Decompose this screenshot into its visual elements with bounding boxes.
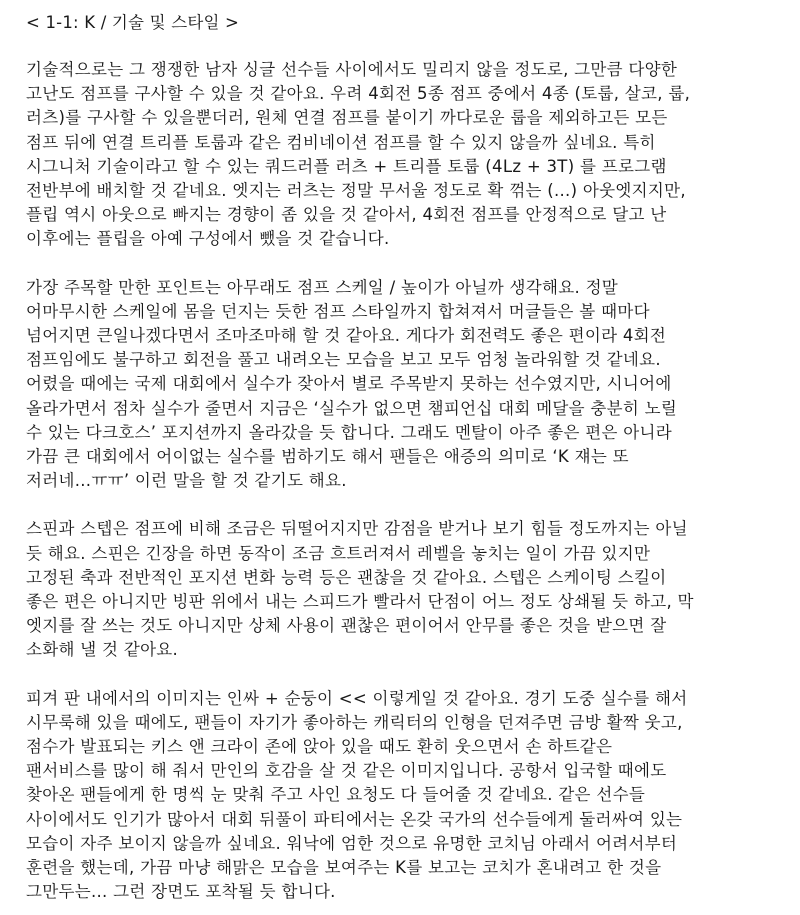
text-line: 그만두는... 그런 장면도 포착될 듯 합니다. [26, 882, 336, 902]
text-line: 기술적으로는 그 쟁쟁한 남자 싱글 선수들 사이에서도 밀리지 않을 정도로, 그만큼 다양한 [26, 60, 678, 79]
text-line: 시무룩해 있을 때에도, 팬들이 자기가 좋아하는 캐릭터의 인형을 던져주면 금방 활짝 웃고, [26, 712, 683, 732]
text-line: 점프 뒤에 연결 트리플 토룹과 같은 컴비네이션 점프를 할 수 있지 않을까 싶네요. 특히 [26, 132, 656, 152]
text-line: 가끔 큰 대회에서 어이없는 실수를 범하기도 해서 팬들은 애증의 의미로 ‘K 쟤는 또 [26, 447, 629, 467]
document-body [26, 58, 776, 905]
paragraph [26, 687, 776, 905]
text-line: 훈련을 했는데, 가끔 마냥 해맑은 모습을 보여주는 K를 보고는 코치가 혼내려고 한 것을 [26, 858, 662, 878]
text-line: 모습이 자주 보이지 않을까 싶네요. 워낙에 엄한 것으로 유명한 코치님 아래서 어려서부터 [26, 833, 678, 853]
text-line: 어마무시한 스케일에 몸을 던지는 듯한 점프 스타일까지 합쳐져서 머글들은 볼 때마다 [26, 301, 650, 321]
text-line: 엣지를 잘 쓰는 것도 아니지만 상체 사용이 괜찮은 편이어서 안무를 좋은 것을 받으면 잘 [26, 616, 667, 636]
paragraph [26, 58, 776, 252]
text-line: 사이에서도 인기가 많아서 대회 뒤풀이 파티에서는 온갖 국가의 선수들에게 둘러싸여 있는 [26, 809, 683, 829]
text-line: 플립 역시 아웃으로 빠지는 경향이 좀 있을 것 같아서, 4회전 점프를 안정적으로 달고 난 [26, 205, 667, 225]
text-line: 점수가 발표되는 키스 앤 크라이 존에 앉아 있을 때도 환히 웃으면서 손 하트같은 [26, 737, 613, 757]
text-line: 올라가면서 점차 실수가 줄면서 지금은 ‘실수가 없으면 챔피언십 대회 메달을 충분히 노릴 [26, 398, 678, 418]
paragraph [26, 276, 776, 494]
section-heading: < 1-1: K / 기술 및 스타일 > [26, 13, 240, 32]
text-line: 이후에는 플립을 아예 구성에서 뺐을 것 같습니다. [26, 229, 390, 249]
text-line: 팬서비스를 많이 해 줘서 만인의 호감을 살 것 같은 이미지입니다. 공항서 입국할 때에도 [26, 761, 667, 781]
paragraph [26, 517, 776, 662]
text-line: 소화해 낼 것 같아요. [26, 640, 179, 660]
text-line: 듯 해요. 스핀은 긴장을 하면 동작이 조금 흐트러져서 레벨을 놓치는 일이 가끔 있지만 [26, 543, 651, 563]
text-line: 고난도 점프를 구사할 수 있을 것 같아요. 우려 4회전 5종 점프 중에서 4종 (토룹, 살코, 룹, [26, 84, 691, 104]
text-line: 수 있는 다크호스’ 포지션까지 올라갔을 듯 합니다. 그래도 멘탈이 아주 좋은 편은 아니라 [26, 422, 672, 442]
text-line: 어렸을 때에는 국제 대회에서 실수가 잦아서 별로 주목받지 못하는 선수였지만, 시니어에 [26, 374, 672, 394]
text-line: 찾아온 팬들에게 한 명씩 눈 맞춰 주고 사인 요청도 다 들어줄 것 같네요. 같은 선수들 [26, 785, 646, 805]
text-line: 점프임에도 불구하고 회전을 풀고 내려오는 모습을 보고 모두 엄청 놀라워할 것 같네요. [26, 350, 661, 370]
text-line: 저러네...ㅠㅠ’ 이런 말을 할 것 같기도 해요. [26, 471, 347, 491]
text-line: 가장 주목할 만한 포인트는 아무래도 점프 스케일 / 높이가 아닐까 생각해요. 정말 [26, 277, 619, 297]
text-line: 좋은 편은 아니지만 빙판 위에서 내는 스피드가 빨라서 단점이 어느 정도 상쇄될 듯 하고, 막 [26, 592, 694, 612]
text-line: 스핀과 스텝은 점프에 비해 조금은 뒤떨어지지만 감점을 받거나 보기 힘들 정도까지는 아닐 [26, 519, 688, 539]
text-line: 전반부에 배치할 것 같네요. 엣지는 러츠는 정말 무서울 정도로 확 꺾는 (...) 아웃엣지지만, [26, 181, 686, 201]
text-line: 피겨 판 내에서의 이미지는 인싸 + 순둥이 << 이렇게일 것 같아요. 경기 도중 실수를 해서 [26, 688, 688, 708]
text-line: 시그니처 기술이라고 할 수 있는 쿼드러플 러츠 + 트리플 토룹 (4Lz + 3T) 를 프로그램 [26, 156, 667, 176]
text-line: 고정된 축과 전반적인 포지션 변화 능력 등은 괜찮을 것 같아요. 스텝은 스케이팅 스킬이 [26, 567, 667, 587]
text-line: 러츠)를 구사할 수 있을뿐더러, 원체 연결 점프를 붙이기 까다로운 룹을 제외하고든 모든 [26, 108, 668, 128]
text-line: 넘어지면 큰일나겠다면서 조마조마해 할 것 같아요. 게다가 회전력도 좋은 편이라 4회전 [26, 326, 667, 346]
